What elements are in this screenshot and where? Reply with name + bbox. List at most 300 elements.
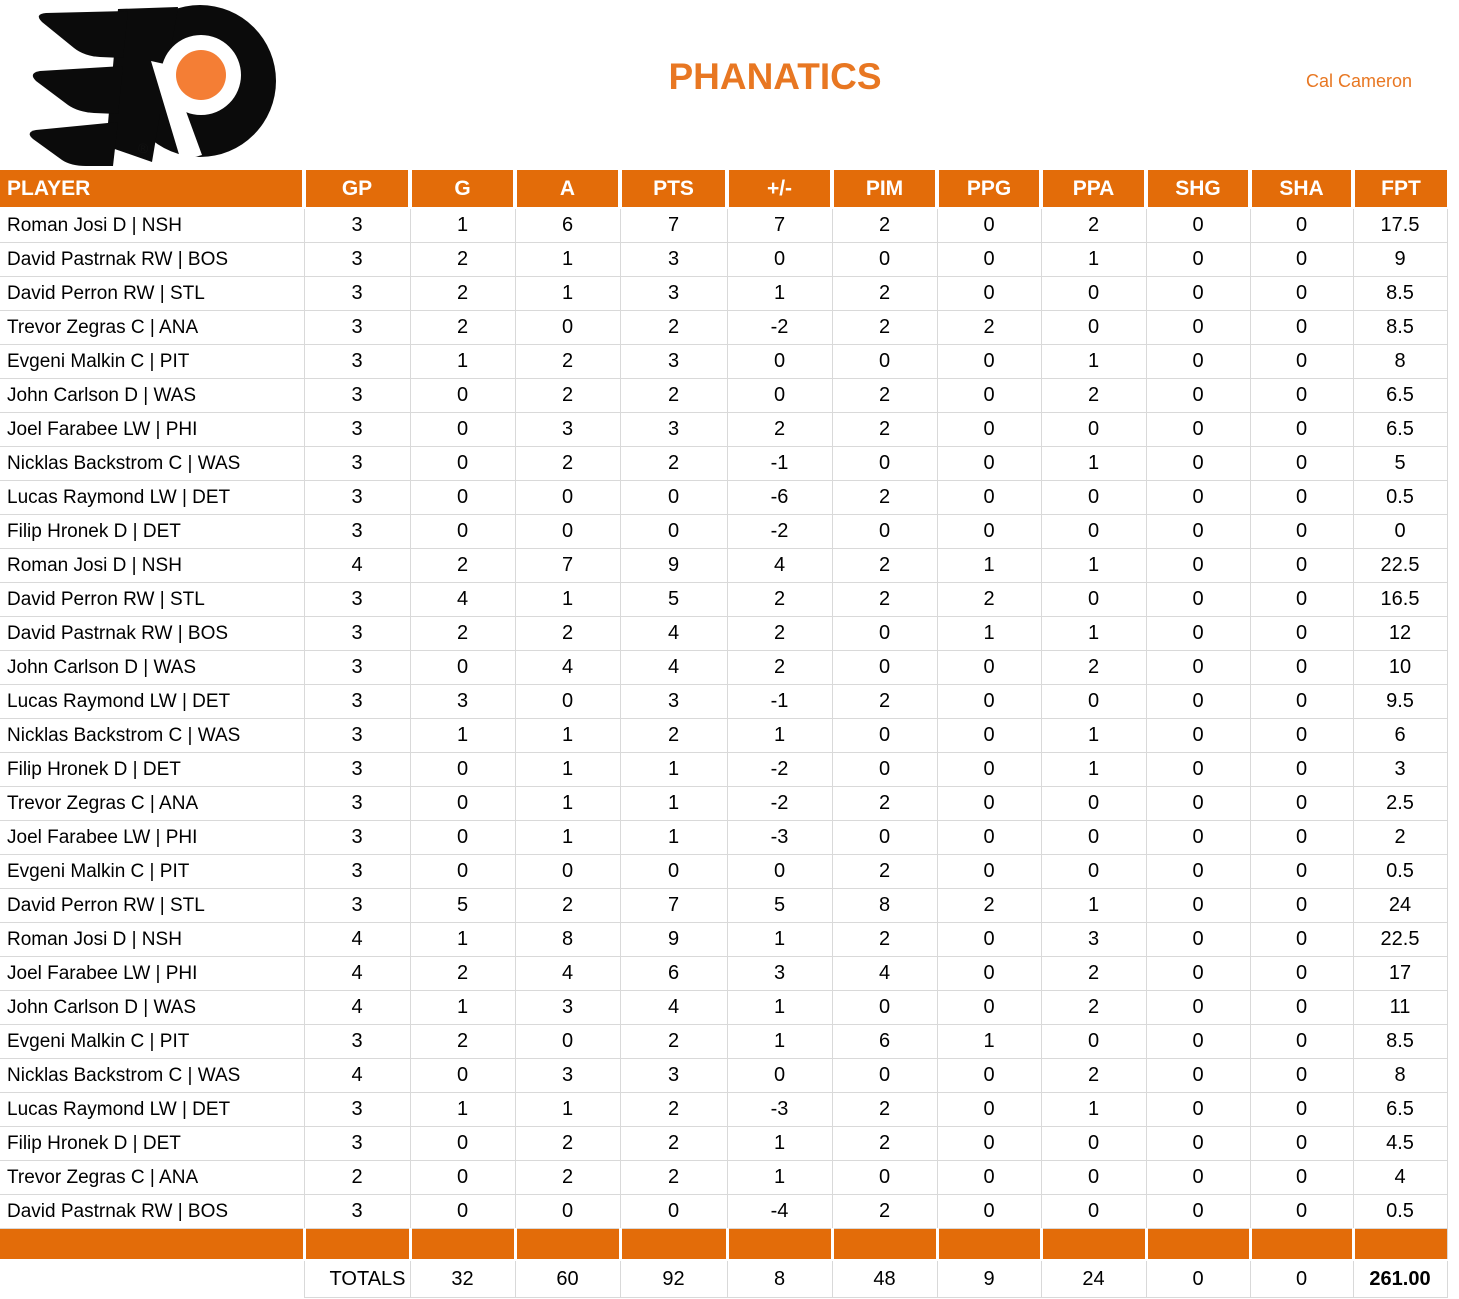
stat-cell[interactable]: 1 <box>727 923 832 957</box>
stat-cell[interactable]: 0 <box>1146 515 1250 549</box>
totals-value-cell[interactable]: 0 <box>1250 1260 1353 1298</box>
stat-cell[interactable]: 3 <box>304 277 410 311</box>
stat-cell[interactable]: 0 <box>1146 787 1250 821</box>
stat-cell[interactable]: 1 <box>515 821 620 855</box>
stat-cell[interactable]: 0 <box>832 719 937 753</box>
stat-cell[interactable]: 4 <box>515 651 620 685</box>
stat-cell[interactable]: 2 <box>832 277 937 311</box>
stat-cell[interactable]: 4 <box>304 991 410 1025</box>
stat-cell[interactable]: 0 <box>1041 685 1146 719</box>
player-name-cell[interactable]: Nicklas Backstrom C | WAS <box>0 447 304 481</box>
stat-cell[interactable]: 0 <box>1041 1025 1146 1059</box>
stat-cell[interactable]: 0 <box>1146 413 1250 447</box>
stat-cell[interactable]: 5 <box>620 583 727 617</box>
stat-cell[interactable]: 0 <box>1250 957 1353 991</box>
column-header-sha[interactable]: SHA <box>1250 170 1353 208</box>
stat-cell[interactable]: 6 <box>515 208 620 243</box>
stat-cell[interactable]: 0 <box>1250 1093 1353 1127</box>
stat-cell[interactable]: 0 <box>515 855 620 889</box>
stat-cell[interactable]: 2 <box>727 583 832 617</box>
stat-cell[interactable]: 2 <box>410 243 515 277</box>
stat-cell[interactable]: 2 <box>1041 379 1146 413</box>
stat-cell[interactable]: 0 <box>410 481 515 515</box>
player-name-cell[interactable]: Trevor Zegras C | ANA <box>0 311 304 345</box>
stat-cell[interactable]: 0 <box>1146 1059 1250 1093</box>
stat-cell[interactable]: 0 <box>620 515 727 549</box>
stat-cell[interactable]: 0 <box>1146 447 1250 481</box>
stat-cell[interactable]: 4 <box>304 1059 410 1093</box>
player-name-cell[interactable]: David Pastrnak RW | BOS <box>0 1195 304 1229</box>
stat-cell[interactable]: -2 <box>727 311 832 345</box>
totals-value-cell[interactable]: 0 <box>1146 1260 1250 1298</box>
player-name-cell[interactable]: Lucas Raymond LW | DET <box>0 685 304 719</box>
stat-cell[interactable]: 2 <box>304 1161 410 1195</box>
stat-cell[interactable]: 2 <box>515 447 620 481</box>
player-name-cell[interactable]: David Pastrnak RW | BOS <box>0 243 304 277</box>
stat-cell[interactable]: 0 <box>937 753 1041 787</box>
stat-cell[interactable]: 2 <box>1041 957 1146 991</box>
stat-cell[interactable]: 2 <box>410 957 515 991</box>
stat-cell[interactable]: 0 <box>1250 821 1353 855</box>
player-name-cell[interactable]: Lucas Raymond LW | DET <box>0 481 304 515</box>
stat-cell[interactable]: 0 <box>937 855 1041 889</box>
stat-cell[interactable]: 0 <box>832 821 937 855</box>
player-name-cell[interactable]: Evgeni Malkin C | PIT <box>0 855 304 889</box>
stat-cell[interactable]: 0 <box>410 1195 515 1229</box>
stat-cell[interactable]: -2 <box>727 787 832 821</box>
stat-cell[interactable]: 0 <box>1146 208 1250 243</box>
stat-cell[interactable]: 1 <box>515 243 620 277</box>
stat-cell[interactable]: 22.5 <box>1353 549 1447 583</box>
stat-cell[interactable]: 6.5 <box>1353 1093 1447 1127</box>
stat-cell[interactable]: 4.5 <box>1353 1127 1447 1161</box>
stat-cell[interactable]: 8.5 <box>1353 311 1447 345</box>
stat-cell[interactable]: 0 <box>1250 617 1353 651</box>
player-name-cell[interactable]: Roman Josi D | NSH <box>0 923 304 957</box>
stat-cell[interactable]: 0 <box>1250 379 1353 413</box>
stat-cell[interactable]: 0 <box>1250 481 1353 515</box>
stat-cell[interactable]: 5 <box>727 889 832 923</box>
stat-cell[interactable]: -6 <box>727 481 832 515</box>
stat-cell[interactable]: 24 <box>1353 889 1447 923</box>
stat-cell[interactable]: 0 <box>410 821 515 855</box>
player-name-cell[interactable]: Joel Farabee LW | PHI <box>0 413 304 447</box>
stat-cell[interactable]: 3 <box>304 1195 410 1229</box>
stat-cell[interactable]: 0 <box>1250 1059 1353 1093</box>
stat-cell[interactable]: 1 <box>410 345 515 379</box>
stat-cell[interactable]: 2 <box>620 1093 727 1127</box>
stat-cell[interactable]: -2 <box>727 515 832 549</box>
stat-cell[interactable]: 2 <box>832 379 937 413</box>
stat-cell[interactable]: 8 <box>832 889 937 923</box>
stat-cell[interactable]: 0 <box>1041 515 1146 549</box>
stat-cell[interactable]: 1 <box>620 753 727 787</box>
stat-cell[interactable]: 2 <box>832 685 937 719</box>
stat-cell[interactable]: 1 <box>410 1093 515 1127</box>
player-name-cell[interactable]: Trevor Zegras C | ANA <box>0 787 304 821</box>
stat-cell[interactable]: 3 <box>304 821 410 855</box>
stat-cell[interactable]: 2 <box>832 787 937 821</box>
player-name-cell[interactable]: Filip Hronek D | DET <box>0 1127 304 1161</box>
stat-cell[interactable]: 17 <box>1353 957 1447 991</box>
stat-cell[interactable]: 0 <box>1250 719 1353 753</box>
player-name-cell[interactable]: David Pastrnak RW | BOS <box>0 617 304 651</box>
stat-cell[interactable]: 0 <box>832 991 937 1025</box>
stat-cell[interactable]: 1 <box>515 583 620 617</box>
stat-cell[interactable]: 2 <box>1041 1059 1146 1093</box>
stat-cell[interactable]: 0 <box>727 855 832 889</box>
stat-cell[interactable]: 1 <box>727 1161 832 1195</box>
stat-cell[interactable]: 0 <box>727 345 832 379</box>
stat-cell[interactable]: 0 <box>1250 651 1353 685</box>
stat-cell[interactable]: 3 <box>304 481 410 515</box>
stat-cell[interactable]: 0 <box>1041 855 1146 889</box>
stat-cell[interactable]: 0 <box>410 379 515 413</box>
stat-cell[interactable]: 1 <box>515 753 620 787</box>
stat-cell[interactable]: 0 <box>832 447 937 481</box>
stat-cell[interactable]: 0 <box>937 1059 1041 1093</box>
stat-cell[interactable]: 10 <box>1353 651 1447 685</box>
stat-cell[interactable]: 1 <box>727 1127 832 1161</box>
stat-cell[interactable]: 1 <box>727 1025 832 1059</box>
stat-cell[interactable]: 1 <box>727 277 832 311</box>
stat-cell[interactable]: 2 <box>410 617 515 651</box>
stat-cell[interactable]: 2 <box>410 311 515 345</box>
stat-cell[interactable]: 0 <box>1250 277 1353 311</box>
column-header-fpt[interactable]: FPT <box>1353 170 1447 208</box>
stat-cell[interactable]: 1 <box>410 991 515 1025</box>
stat-cell[interactable]: 2 <box>1353 821 1447 855</box>
stat-cell[interactable]: 0 <box>1041 277 1146 311</box>
stat-cell[interactable]: 0 <box>1041 821 1146 855</box>
stat-cell[interactable]: 0 <box>937 1195 1041 1229</box>
stat-cell[interactable]: 0 <box>620 855 727 889</box>
stat-cell[interactable]: 0 <box>1146 685 1250 719</box>
stat-cell[interactable]: 1 <box>515 1093 620 1127</box>
stat-cell[interactable]: 3 <box>304 447 410 481</box>
stat-cell[interactable]: 4 <box>1353 1161 1447 1195</box>
stat-cell[interactable]: 0 <box>410 515 515 549</box>
stat-cell[interactable]: 3 <box>515 1059 620 1093</box>
stat-cell[interactable]: 1 <box>1041 719 1146 753</box>
stat-cell[interactable]: 3 <box>304 583 410 617</box>
stat-cell[interactable]: 0 <box>937 481 1041 515</box>
stat-cell[interactable]: 0 <box>1146 277 1250 311</box>
stat-cell[interactable]: 3 <box>620 243 727 277</box>
stat-cell[interactable]: 3 <box>304 617 410 651</box>
stat-cell[interactable]: 2 <box>937 583 1041 617</box>
stat-cell[interactable]: 2 <box>620 719 727 753</box>
stat-cell[interactable]: 2 <box>620 447 727 481</box>
stat-cell[interactable]: 3 <box>304 719 410 753</box>
column-header-plus-minus[interactable]: +/- <box>727 170 832 208</box>
totals-value-cell[interactable]: 9 <box>937 1260 1041 1298</box>
stat-cell[interactable]: 0 <box>1146 481 1250 515</box>
stat-cell[interactable]: 0 <box>937 991 1041 1025</box>
stat-cell[interactable]: 7 <box>727 208 832 243</box>
stat-cell[interactable]: 1 <box>727 719 832 753</box>
stat-cell[interactable]: 2 <box>727 413 832 447</box>
stat-cell[interactable]: 0 <box>1250 447 1353 481</box>
stat-cell[interactable]: 0 <box>1250 549 1353 583</box>
stat-cell[interactable]: 1 <box>410 719 515 753</box>
stat-cell[interactable]: 0 <box>1146 821 1250 855</box>
stat-cell[interactable]: 0 <box>515 515 620 549</box>
stat-cell[interactable]: 0.5 <box>1353 855 1447 889</box>
stat-cell[interactable]: 0 <box>832 617 937 651</box>
stat-cell[interactable]: 3 <box>304 413 410 447</box>
stat-cell[interactable]: 0 <box>620 481 727 515</box>
stat-cell[interactable]: 0 <box>1250 1025 1353 1059</box>
stat-cell[interactable]: 3 <box>515 991 620 1025</box>
stat-cell[interactable]: 7 <box>515 549 620 583</box>
stat-cell[interactable]: 8 <box>515 923 620 957</box>
stat-cell[interactable]: 6.5 <box>1353 379 1447 413</box>
stat-cell[interactable]: 1 <box>1041 617 1146 651</box>
stat-cell[interactable]: 0 <box>515 685 620 719</box>
stat-cell[interactable]: 0 <box>937 685 1041 719</box>
stat-cell[interactable]: 6 <box>1353 719 1447 753</box>
stat-cell[interactable]: 2 <box>727 651 832 685</box>
stat-cell[interactable]: -2 <box>727 753 832 787</box>
player-name-cell[interactable]: Roman Josi D | NSH <box>0 549 304 583</box>
stat-cell[interactable]: 2 <box>410 1025 515 1059</box>
stat-cell[interactable]: 0 <box>1146 923 1250 957</box>
stat-cell[interactable]: 1 <box>1041 345 1146 379</box>
stat-cell[interactable]: 4 <box>620 991 727 1025</box>
totals-value-cell[interactable]: 8 <box>727 1260 832 1298</box>
stat-cell[interactable]: 0 <box>1146 753 1250 787</box>
stat-cell[interactable]: 0 <box>937 1093 1041 1127</box>
stat-cell[interactable]: 1 <box>410 923 515 957</box>
stat-cell[interactable]: 0 <box>937 787 1041 821</box>
stat-cell[interactable]: 7 <box>620 889 727 923</box>
player-name-cell[interactable]: Evgeni Malkin C | PIT <box>0 345 304 379</box>
player-name-cell[interactable]: John Carlson D | WAS <box>0 379 304 413</box>
stat-cell[interactable]: 0 <box>1146 549 1250 583</box>
stat-cell[interactable]: 0 <box>410 447 515 481</box>
totals-value-cell[interactable]: 92 <box>620 1260 727 1298</box>
stat-cell[interactable]: 0 <box>1146 379 1250 413</box>
stat-cell[interactable]: 3 <box>304 345 410 379</box>
stat-cell[interactable]: 3 <box>515 413 620 447</box>
stat-cell[interactable]: 0 <box>1250 1127 1353 1161</box>
stat-cell[interactable]: 3 <box>304 685 410 719</box>
stat-cell[interactable]: 2 <box>410 549 515 583</box>
stat-cell[interactable]: 1 <box>937 549 1041 583</box>
stat-cell[interactable]: 0 <box>1250 515 1353 549</box>
totals-value-cell[interactable]: 60 <box>515 1260 620 1298</box>
stat-cell[interactable]: 1 <box>1041 549 1146 583</box>
stat-cell[interactable]: 0 <box>1146 1161 1250 1195</box>
stat-cell[interactable]: 0 <box>1250 991 1353 1025</box>
stat-cell[interactable]: 3 <box>304 311 410 345</box>
stat-cell[interactable]: 0 <box>937 243 1041 277</box>
stat-cell[interactable]: 0 <box>1146 1025 1250 1059</box>
stat-cell[interactable]: 2 <box>515 1161 620 1195</box>
stat-cell[interactable]: 0 <box>1250 685 1353 719</box>
stat-cell[interactable]: 4 <box>410 583 515 617</box>
totals-value-cell[interactable]: 261.00 <box>1353 1260 1447 1298</box>
stat-cell[interactable]: 1 <box>1041 889 1146 923</box>
stat-cell[interactable]: 3 <box>1353 753 1447 787</box>
stat-cell[interactable]: 0 <box>1041 1127 1146 1161</box>
player-name-cell[interactable]: Trevor Zegras C | ANA <box>0 1161 304 1195</box>
stat-cell[interactable]: 0 <box>1146 1093 1250 1127</box>
stat-cell[interactable]: 4 <box>832 957 937 991</box>
stat-cell[interactable]: 0 <box>937 345 1041 379</box>
stat-cell[interactable]: 1 <box>1041 1093 1146 1127</box>
stat-cell[interactable]: 0 <box>515 311 620 345</box>
stat-cell[interactable]: 0 <box>1250 787 1353 821</box>
player-name-cell[interactable]: Roman Josi D | NSH <box>0 208 304 243</box>
stat-cell[interactable]: 0 <box>727 1059 832 1093</box>
player-name-cell[interactable]: David Perron RW | STL <box>0 889 304 923</box>
stat-cell[interactable]: 0 <box>1250 243 1353 277</box>
stat-cell[interactable]: 0 <box>1250 345 1353 379</box>
stat-cell[interactable]: 0 <box>1041 1161 1146 1195</box>
stat-cell[interactable]: 1 <box>515 719 620 753</box>
stat-cell[interactable]: 2 <box>515 379 620 413</box>
stat-cell[interactable]: 2 <box>515 617 620 651</box>
player-name-cell[interactable]: Joel Farabee LW | PHI <box>0 821 304 855</box>
stat-cell[interactable]: 4 <box>727 549 832 583</box>
stat-cell[interactable]: 0 <box>1250 855 1353 889</box>
stat-cell[interactable]: 8.5 <box>1353 277 1447 311</box>
stat-cell[interactable]: 12 <box>1353 617 1447 651</box>
stat-cell[interactable]: 8.5 <box>1353 1025 1447 1059</box>
stat-cell[interactable]: 17.5 <box>1353 208 1447 243</box>
stat-cell[interactable]: 0 <box>1146 957 1250 991</box>
stat-cell[interactable]: 2 <box>1041 651 1146 685</box>
stat-cell[interactable]: 1 <box>620 787 727 821</box>
player-name-cell[interactable]: Evgeni Malkin C | PIT <box>0 1025 304 1059</box>
stat-cell[interactable]: 3 <box>304 889 410 923</box>
stat-cell[interactable]: 0 <box>515 481 620 515</box>
stat-cell[interactable]: 4 <box>304 549 410 583</box>
player-name-cell[interactable]: Nicklas Backstrom C | WAS <box>0 1059 304 1093</box>
stat-cell[interactable]: 0 <box>1250 208 1353 243</box>
stat-cell[interactable]: 4 <box>515 957 620 991</box>
stat-cell[interactable]: 0 <box>1041 311 1146 345</box>
stat-cell[interactable]: 0 <box>937 413 1041 447</box>
stat-cell[interactable]: 0 <box>1250 1161 1353 1195</box>
stat-cell[interactable]: 9 <box>620 549 727 583</box>
stat-cell[interactable]: 1 <box>1041 243 1146 277</box>
stat-cell[interactable]: 2 <box>1041 991 1146 1025</box>
column-header-ppa[interactable]: PPA <box>1041 170 1146 208</box>
stat-cell[interactable]: 3 <box>304 1127 410 1161</box>
stat-cell[interactable]: 0 <box>1146 583 1250 617</box>
stat-cell[interactable]: 2 <box>937 889 1041 923</box>
stat-cell[interactable]: 0 <box>1146 855 1250 889</box>
player-name-cell[interactable]: David Perron RW | STL <box>0 583 304 617</box>
stat-cell[interactable]: 2 <box>832 208 937 243</box>
stat-cell[interactable]: 0 <box>1353 515 1447 549</box>
stat-cell[interactable]: 0 <box>832 651 937 685</box>
stat-cell[interactable]: 0 <box>937 1161 1041 1195</box>
column-header-a[interactable]: A <box>515 170 620 208</box>
stat-cell[interactable]: 2 <box>832 923 937 957</box>
stat-cell[interactable]: 0 <box>937 379 1041 413</box>
stat-cell[interactable]: 2 <box>620 311 727 345</box>
stat-cell[interactable]: 2 <box>832 1093 937 1127</box>
player-name-cell[interactable]: Filip Hronek D | DET <box>0 753 304 787</box>
column-header-gp[interactable]: GP <box>304 170 410 208</box>
stat-cell[interactable]: 1 <box>515 277 620 311</box>
stat-cell[interactable]: 0 <box>1250 1195 1353 1229</box>
stat-cell[interactable]: 3 <box>304 379 410 413</box>
stat-cell[interactable]: 0 <box>937 208 1041 243</box>
stat-cell[interactable]: 2 <box>832 549 937 583</box>
stat-cell[interactable]: 0 <box>410 787 515 821</box>
player-name-cell[interactable]: John Carlson D | WAS <box>0 991 304 1025</box>
stat-cell[interactable]: 3 <box>304 243 410 277</box>
stat-cell[interactable]: 0 <box>1250 889 1353 923</box>
stat-cell[interactable]: 0 <box>1250 413 1353 447</box>
stat-cell[interactable]: 0 <box>1041 787 1146 821</box>
column-header-ppg[interactable]: PPG <box>937 170 1041 208</box>
stat-cell[interactable]: 0 <box>1146 651 1250 685</box>
stat-cell[interactable]: 0 <box>410 1059 515 1093</box>
stat-cell[interactable]: 4 <box>620 651 727 685</box>
stat-cell[interactable]: 1 <box>410 208 515 243</box>
stat-cell[interactable]: 0 <box>410 1161 515 1195</box>
stat-cell[interactable]: 3 <box>304 515 410 549</box>
stat-cell[interactable]: 2 <box>832 1195 937 1229</box>
column-header-player[interactable]: PLAYER <box>0 170 304 208</box>
stat-cell[interactable]: 0 <box>515 1025 620 1059</box>
stat-cell[interactable]: 3 <box>620 413 727 447</box>
stat-cell[interactable]: 0 <box>1041 481 1146 515</box>
stat-cell[interactable]: 0 <box>832 243 937 277</box>
stat-cell[interactable]: 3 <box>620 345 727 379</box>
player-name-cell[interactable]: John Carlson D | WAS <box>0 651 304 685</box>
stat-cell[interactable]: 0 <box>1146 889 1250 923</box>
stat-cell[interactable]: 0.5 <box>1353 481 1447 515</box>
stat-cell[interactable]: 0 <box>832 345 937 379</box>
stat-cell[interactable]: 1 <box>515 787 620 821</box>
stat-cell[interactable]: 0 <box>937 957 1041 991</box>
stat-cell[interactable]: 0 <box>727 379 832 413</box>
stat-cell[interactable]: 2 <box>620 1025 727 1059</box>
player-name-cell[interactable]: Nicklas Backstrom C | WAS <box>0 719 304 753</box>
stat-cell[interactable]: 0 <box>1146 311 1250 345</box>
stat-cell[interactable]: 2 <box>832 1127 937 1161</box>
stat-cell[interactable]: 3 <box>410 685 515 719</box>
stat-cell[interactable]: 22.5 <box>1353 923 1447 957</box>
stat-cell[interactable]: 3 <box>304 1093 410 1127</box>
stat-cell[interactable]: -3 <box>727 1093 832 1127</box>
column-header-pim[interactable]: PIM <box>832 170 937 208</box>
stat-cell[interactable]: 3 <box>727 957 832 991</box>
stat-cell[interactable]: 2 <box>410 277 515 311</box>
player-name-cell[interactable]: David Perron RW | STL <box>0 277 304 311</box>
column-header-shg[interactable]: SHG <box>1146 170 1250 208</box>
stat-cell[interactable]: 0 <box>1250 583 1353 617</box>
stat-cell[interactable]: 0 <box>1146 1195 1250 1229</box>
stat-cell[interactable]: 0 <box>832 515 937 549</box>
stat-cell[interactable]: 3 <box>304 651 410 685</box>
stat-cell[interactable]: 0 <box>1146 991 1250 1025</box>
stat-cell[interactable]: 2 <box>832 583 937 617</box>
stat-cell[interactable]: 2 <box>620 1127 727 1161</box>
stat-cell[interactable]: -1 <box>727 447 832 481</box>
stat-cell[interactable]: 2 <box>832 481 937 515</box>
stat-cell[interactable]: 0 <box>832 753 937 787</box>
stat-cell[interactable]: 4 <box>304 957 410 991</box>
stat-cell[interactable]: 6.5 <box>1353 413 1447 447</box>
